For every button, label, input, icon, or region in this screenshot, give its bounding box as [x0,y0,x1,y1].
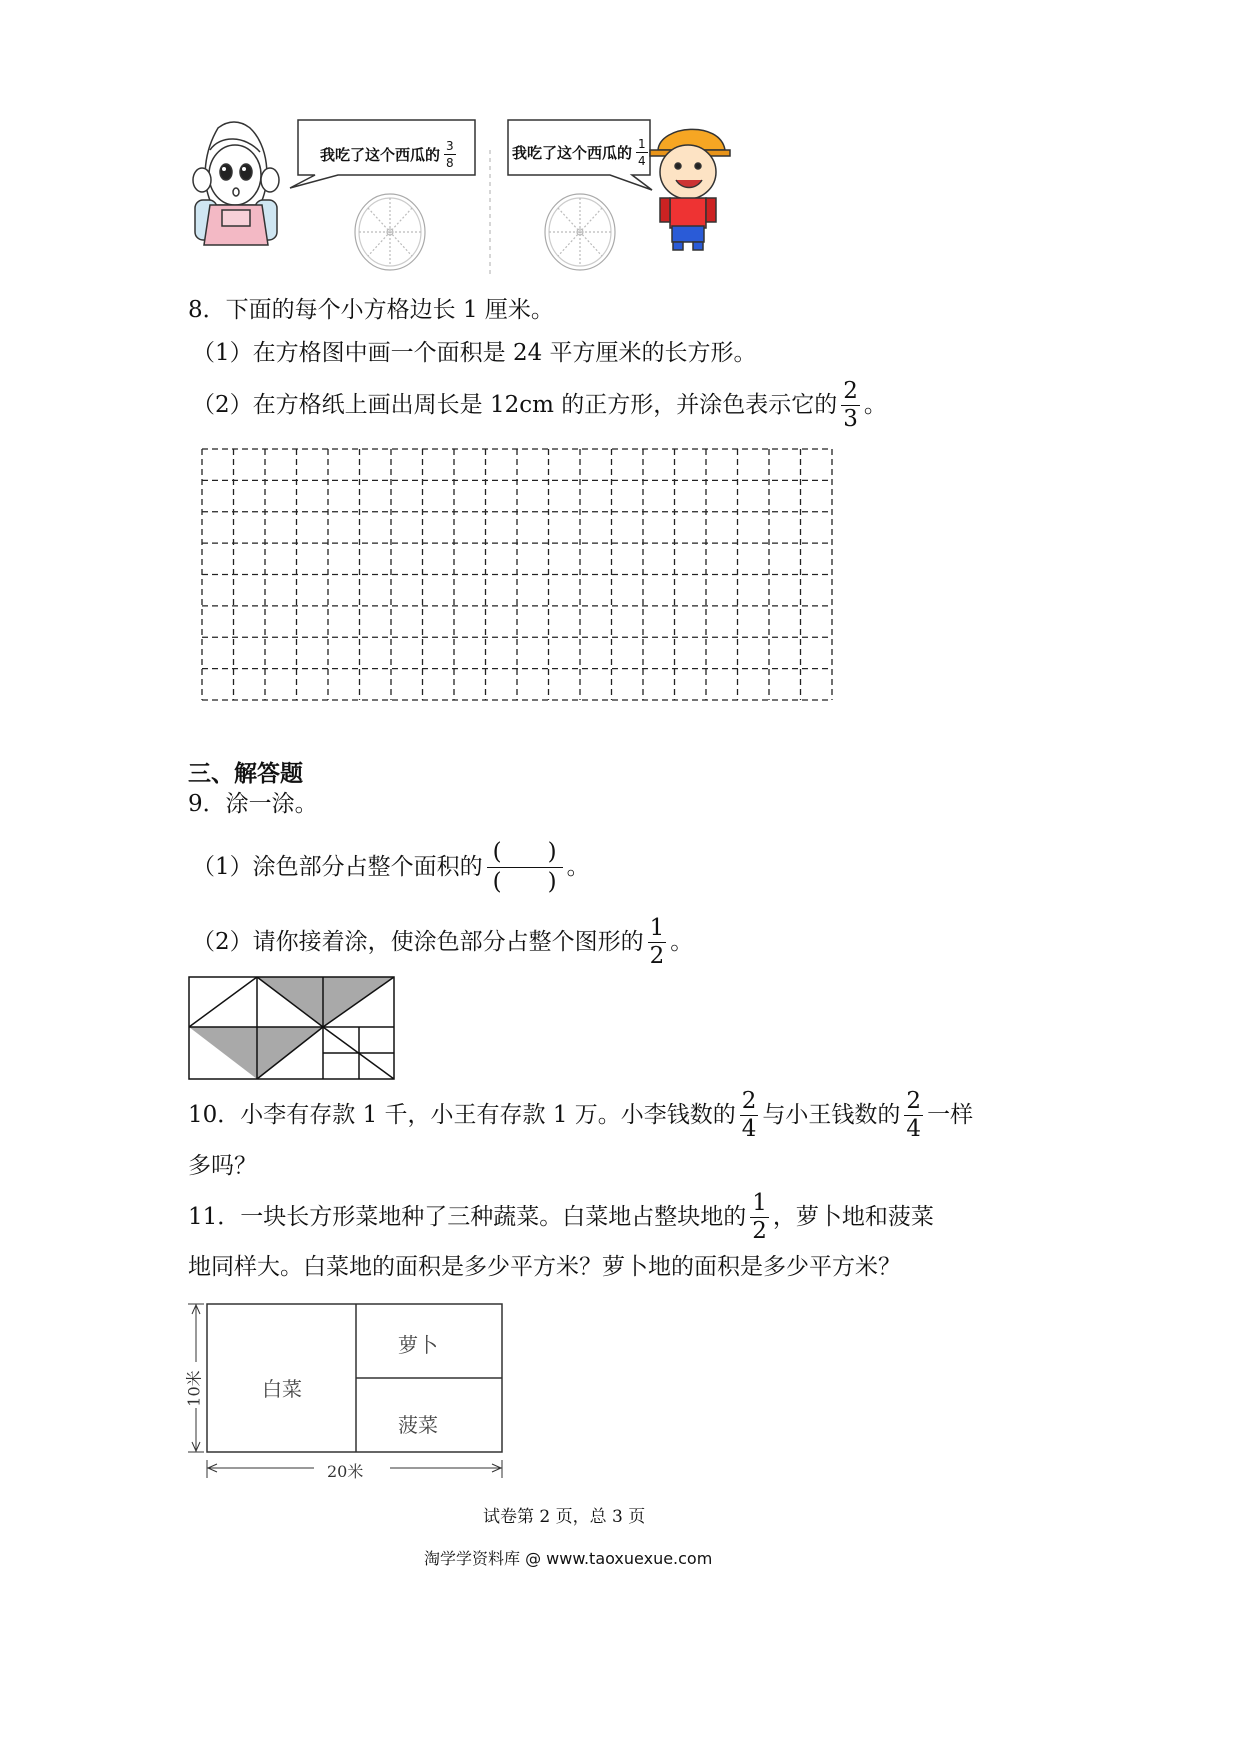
q10-fraction-1 [740,1087,759,1142]
fraction-numerator: 1 [649,914,665,941]
q11-fraction [750,1189,769,1244]
height-label: 10米 [184,1370,204,1407]
q8-fraction [841,377,860,432]
fraction-denominator: 4 [638,154,646,168]
cabbage-label: 白菜 [262,1377,302,1401]
illustration-svg [190,110,740,280]
q10-fraction-2 [904,1087,923,1142]
q10-line1 [188,1087,974,1142]
q9-part2-end: 。 [670,928,694,955]
q8-part2-text: （2）在方格纸上画出周长是 12cm 的正方形，并涂色表示它的 [192,391,838,418]
q8-part2-end: 。 [863,391,887,418]
answer-numerator-blank[interactable]: ( ) [487,841,563,868]
q8-part2 [192,377,887,432]
bubble-left-label: 我吃了这个西瓜的 [320,146,441,164]
q11-line1 [188,1189,934,1244]
fraction-numerator: 3 [446,139,454,153]
boy-figure [650,129,730,250]
section-heading: 三、解答题 [188,761,303,787]
q10-text-c: 一样 [927,1101,974,1128]
q10-line2: 多吗？ [188,1153,257,1179]
bubble-right-fraction [636,138,648,167]
spinach-label: 菠菜 [398,1413,438,1437]
triangle-shading-figure[interactable] [187,975,398,1086]
fraction-numerator: 2 [741,1087,757,1114]
q9-part2 [192,914,694,969]
fraction-denominator: 8 [446,156,454,170]
q11-text-a: 11．一块长方形菜地种了三种蔬菜。白菜地占整块地的 [188,1203,747,1230]
fraction-numerator: 2 [906,1087,922,1114]
q9-part1-text: （1）涂色部分占整个面积的 [192,853,483,880]
q10-text-b: 与小王钱数的 [762,1101,901,1128]
watermelon-left [355,194,425,270]
girl-figure [193,122,279,245]
q9-answer-fraction[interactable] [487,838,563,895]
q11-text-b: ，萝卜地和菠菜 [772,1203,934,1230]
fraction-denominator: 2 [752,1217,767,1244]
vegetable-field-svg [186,1302,506,1480]
top-illustration [190,110,740,280]
q8-part1: （1）在方格图中画一个面积是 24 平方厘米的长方形。 [192,340,757,366]
vegetable-field-figure [186,1302,506,1480]
q9-part1 [192,836,590,898]
bubble-left-fraction [444,140,456,169]
fraction-numerator: 1 [638,137,646,151]
fraction-numerator: 2 [843,377,858,404]
fraction-denominator: 3 [843,405,858,432]
q11-line2: 地同样大。白菜地的面积是多少平方米？萝卜地的面积是多少平方米？ [188,1254,901,1280]
fraction-denominator: 4 [906,1115,922,1142]
site-watermark: 淘学学资料库 @ www.taoxuexue.com [424,1549,713,1568]
q9-title: 9．涂一涂。 [188,791,318,817]
fraction-denominator: 4 [741,1115,757,1142]
bubble-left-text [320,140,460,169]
answer-denominator-blank[interactable]: ( ) [492,868,557,895]
page-footer: 试卷第 2 页，总 3 页 [483,1507,646,1527]
shaded-triangle [189,1027,257,1079]
q9-part1-end: 。 [566,853,590,880]
radish-label: 萝卜 [398,1333,438,1357]
q9-part2-text: （2）请你接着涂，使涂色部分占整个图形的 [192,928,644,955]
bubble-right-label: 我吃了这个西瓜的 [512,144,633,162]
bubble-right-text [512,138,652,167]
fraction-numerator: 1 [752,1189,767,1216]
width-label: 20米 [327,1462,364,1481]
dashed-grid-svg[interactable] [201,448,833,701]
watermelon-right [545,194,615,270]
triangle-shading-svg[interactable] [187,975,398,1082]
fraction-denominator: 2 [649,942,665,969]
q8-title: 8．下面的每个小方格边长 1 厘米。 [188,297,554,323]
q10-text-a: 10．小李有存款 1 千，小王有存款 1 万。小李钱数的 [188,1101,736,1128]
q9-fraction [648,914,667,969]
dashed-grid[interactable] [201,448,833,701]
